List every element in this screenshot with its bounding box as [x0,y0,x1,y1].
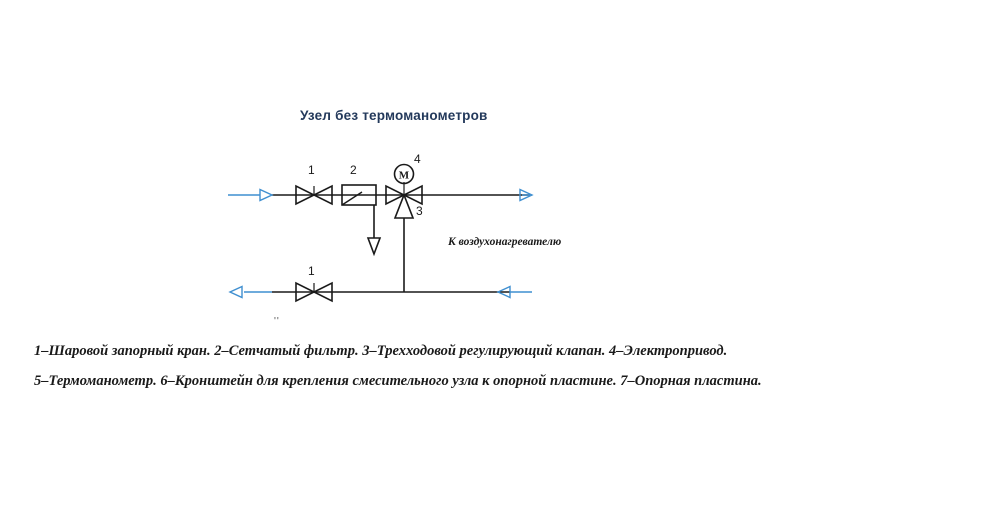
legend-line-1: 1–Шаровой запорный кран. 2–Сетчатый фильтр. 3–Трехходовой регулирующий клапан. 4–Электропривод. [34,343,728,359]
callout-ball-valve-bottom: 1 [308,264,315,278]
callout-three-way-valve: 3 [416,204,423,218]
legend-line-2: 5–Термоманометр. 6–Кронштейн для крепления смесительного узла к опорной пластине. 7–Опорная пластина. [34,373,762,389]
callout-electric-drive: 4 [414,152,421,166]
return-arrow-left [230,287,272,298]
annotation-to-air-heater: К воздухонагревателю [448,236,562,248]
page-title: Узел без термоманометров [300,108,488,123]
bypass-down-arrow [368,205,380,254]
callout-ball-valve-top: 1 [308,163,315,177]
motor-symbol-text: M [398,169,410,182]
tiny-mark-text: '' [274,316,280,327]
inlet-arrow-top [228,190,272,201]
callout-mesh-filter: 2 [350,163,357,177]
electric-drive-icon [395,165,414,184]
